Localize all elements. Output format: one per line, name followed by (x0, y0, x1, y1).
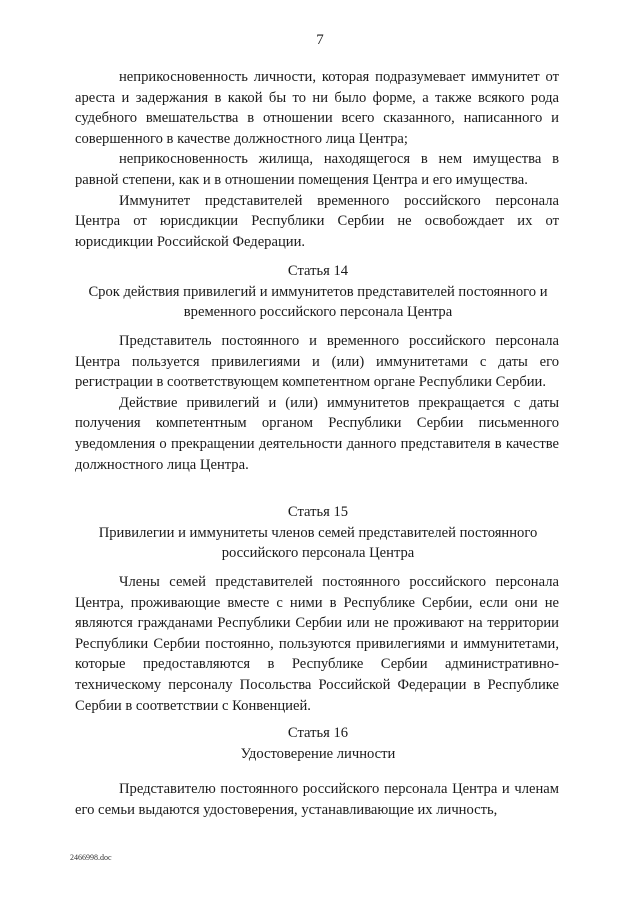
paragraph: Действие привилегий и (или) иммунитетов прекращается с даты получения компетентным органом Республики Сербии письменного уведомления о прекращении деятельности данного представителя в качестве должностного лица Центра. (75, 394, 559, 473)
article-16-heading (68, 723, 568, 764)
article-title: Удостоверение личности (240, 745, 396, 762)
article-14-body (75, 331, 559, 475)
paragraph: Представителю постоянного российского персонала Центра и членам его семьи выдаются удостоверения, устанавливающие их личность, (75, 781, 559, 818)
paragraph: Члены семей представителей постоянного российского персонала Центра, проживающие вместе с ними в Республике Сербии, если они не являются гражданами Республики Сербии или не проживают на территории Республики Сербии постоянно, пользуются привилегиями и иммунитетами, которые предоставляются в Республике Сербии административно-техническому персоналу Посольства Российской Федерации в Республике Сербии в соответствии с Конвенцией. (75, 574, 559, 714)
article-14-heading (68, 261, 568, 323)
article-title: Привилегии и иммунитеты членов семей представителей постоянного российского персонала Центра (98, 524, 538, 562)
immunity-continuation (75, 67, 559, 252)
article-number: Статья 16 (287, 725, 349, 741)
paragraph: Представитель постоянного и временного российского персонала Центра пользуется привилегиями и (или) иммунитетами с даты его регистрации в соответствующем компетентном органе Республики Сербии. (75, 333, 559, 391)
article-15-body (75, 572, 559, 716)
file-name-footer: 2466998.doc (70, 853, 112, 862)
article-number: Статья 15 (287, 504, 349, 520)
paragraph: неприкосновенность личности, которая подразумевает иммунитет от ареста и задержания в какой бы то ни было форме, а также всякого рода судебного вмешательства в отношении всего сказанного, написанного и совершенного в качестве должностного лица Центра; (75, 69, 559, 147)
page-number: 7 (316, 32, 324, 48)
paragraph: неприкосновенность жилища, находящегося в нем имущества в равной степени, как и в отношении помещения Центра и его имущества. (75, 151, 559, 188)
article-number: Статья 14 (287, 263, 349, 279)
article-15-heading (68, 502, 568, 564)
article-title: Срок действия привилегий и иммунитетов представителей постоянного и временного российского персонала Центра (88, 283, 548, 321)
article-16-body (75, 779, 559, 820)
paragraph: Иммунитет представителей временного российского персонала Центра от юрисдикции Республики Сербии не освобождает их от юрисдикции Российской Федерации. (75, 192, 559, 250)
